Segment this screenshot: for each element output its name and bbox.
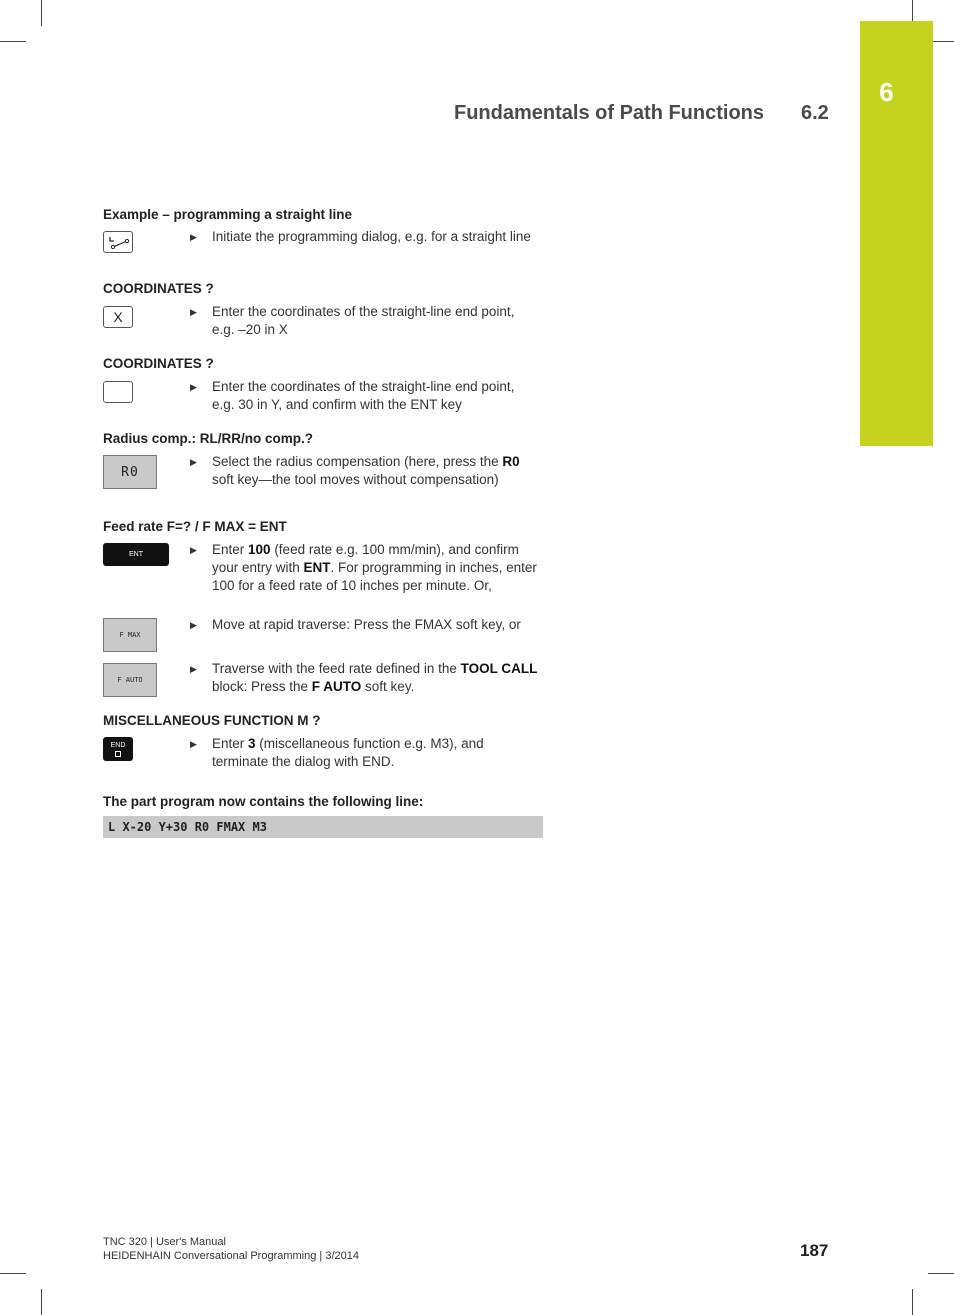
axis-y-key[interactable] — [103, 381, 133, 403]
fauto-soft-key[interactable] — [103, 663, 157, 697]
step-text: Initiate the programming dialog, e.g. for a straight line — [212, 229, 531, 244]
footer-line-2: HEIDENHAIN Conversational Programming | 3/2014 — [103, 1250, 359, 1262]
bullet-arrow-icon: ▶ — [190, 307, 197, 317]
bullet-arrow-icon: ▶ — [190, 664, 197, 674]
page-footer — [103, 1235, 359, 1263]
step-text: soft key. — [361, 679, 415, 694]
bullet-arrow-icon: ▶ — [190, 382, 197, 392]
bullet-arrow-icon: ▶ — [190, 739, 197, 749]
step-misc-function — [190, 735, 540, 771]
step-feed-rate — [190, 541, 540, 595]
line-path-icon — [104, 232, 134, 254]
step-text-bold: 3 — [248, 736, 256, 751]
step-text: Select the radius compensation (here, press the — [212, 454, 503, 469]
key-label: ENT — [129, 551, 143, 558]
soft-key-label: F AUTO — [117, 676, 143, 684]
step-text: Enter — [212, 736, 249, 751]
soft-key-label: F MAX — [119, 631, 141, 639]
bullet-arrow-icon: ▶ — [190, 457, 197, 467]
dialog-heading: Radius comp.: RL/RR/no comp.? — [103, 431, 314, 446]
crop-mark — [41, 1289, 42, 1315]
step-text: Enter — [212, 542, 249, 557]
program-code-line: L X-20 Y+30 R0 FMAX M3 — [103, 816, 543, 838]
step-fmax — [190, 616, 540, 634]
dialog-heading: MISCELLANEOUS FUNCTION M ? — [103, 713, 321, 728]
step-enter-x — [190, 303, 540, 339]
bullet-arrow-icon: ▶ — [190, 545, 197, 555]
step-text-bold: R0 — [502, 454, 520, 469]
step-text-bold: 100 — [248, 542, 271, 557]
crop-mark — [912, 1289, 913, 1315]
key-label: END — [110, 741, 126, 749]
step-text: . For programming in inches, enter 100 for a feed rate of 10 inches per minute. Or, — [212, 560, 537, 593]
step-text: Traverse with the feed rate defined in the — [212, 661, 461, 676]
crop-mark — [41, 0, 42, 26]
step-text: Enter the coordinates of the straight-line end point, e.g. –20 in X — [212, 304, 515, 337]
bullet-arrow-icon: ▶ — [190, 232, 197, 242]
step-text: Enter the coordinates of the straight-line end point, e.g. 30 in Y, and confirm with the ENT key — [212, 379, 515, 412]
r0-soft-key[interactable] — [103, 455, 157, 489]
chapter-tab — [860, 21, 933, 446]
step-text: (miscellaneous function e.g. M3), and terminate the dialog with END. — [212, 736, 484, 769]
ent-key[interactable] — [103, 543, 169, 566]
page-number: 187 — [800, 1241, 829, 1260]
bullet-arrow-icon: ▶ — [190, 620, 197, 630]
key-label: X — [113, 309, 123, 325]
example-title: Example – programming a straight line — [103, 207, 353, 222]
step-initiate-dialog — [190, 228, 540, 246]
dialog-heading: COORDINATES ? — [103, 281, 214, 296]
step-text-bold: F AUTO — [311, 679, 362, 694]
step-text: Move at rapid traverse: Press the FMAX soft key, or — [212, 617, 521, 632]
page-header — [454, 102, 829, 125]
header-title: Fundamentals of Path Functions — [454, 102, 765, 124]
footer-line-1: TNC 320 | User's Manual — [103, 1236, 226, 1248]
crop-mark — [0, 1273, 26, 1274]
line-key[interactable] — [103, 231, 133, 253]
key-label — [104, 382, 132, 402]
chapter-number: 6 — [879, 77, 894, 107]
dialog-heading: Feed rate F=? / F MAX = ENT — [103, 519, 287, 534]
step-radius-comp — [190, 453, 540, 489]
crop-mark — [928, 1273, 954, 1274]
end-square-icon — [115, 751, 121, 757]
crop-mark — [0, 41, 26, 42]
step-enter-y — [190, 378, 540, 414]
step-text: block: Press the — [212, 679, 312, 694]
result-title: The part program now contains the following line: — [103, 794, 424, 809]
step-text: soft key—the tool moves without compensation) — [212, 472, 499, 487]
end-key[interactable] — [103, 737, 133, 761]
header-section-number: 6.2 — [801, 102, 829, 124]
step-text: (feed rate e.g. 100 mm/min), and confirm your entry with — [212, 542, 519, 575]
step-fauto — [190, 660, 540, 696]
dialog-heading: COORDINATES ? — [103, 356, 214, 371]
fmax-soft-key[interactable] — [103, 618, 157, 652]
axis-x-key[interactable] — [103, 306, 133, 328]
soft-key-label: R0 — [121, 464, 139, 480]
step-text-bold: TOOL CALL — [460, 661, 538, 676]
step-text-bold: ENT — [303, 560, 331, 575]
